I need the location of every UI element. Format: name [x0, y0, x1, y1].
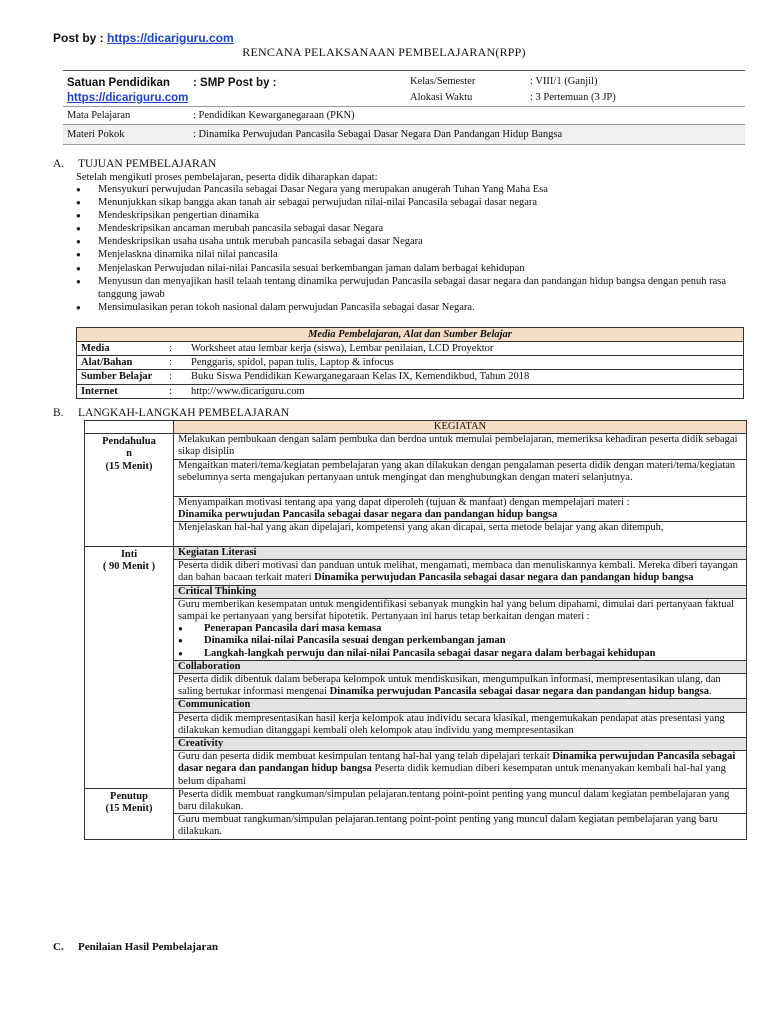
alokasi-value: : 3 Pertemuan (3 JP): [530, 92, 616, 103]
post-by-header: [53, 31, 234, 46]
step-text: Guru membuat rangkuman/simpulan pelajaran.tentang point-point penting yang muncul dalam kegiatan pembelajaran yang baru dilakukan.: [174, 814, 747, 839]
media-key: Internet: [77, 384, 166, 398]
post-by-link[interactable]: https://dicariguru.com: [107, 31, 234, 45]
table-row: [77, 384, 744, 398]
identity-row-materi: [63, 125, 745, 145]
table-row: [85, 699, 747, 712]
objective-item: ● Mendeskripsikan usaha usaha untuk merubah pancasila sebagai dasar Negara: [76, 235, 736, 248]
table-row: [85, 712, 747, 737]
phase-time: ( 90 Menit ): [102, 561, 156, 573]
objective-item: ● Menyusun dan menyajikan hasil telaah tentang dinamika perwujudan Pancasila sebagai dasar negara dan pandangan hidup bangsa dengan penuh rasa tanggung jawab: [76, 275, 736, 301]
phase-penutup: [85, 788, 174, 839]
section-b-label: B.: [53, 407, 64, 419]
subheading-literasi: Kegiatan Literasi: [174, 547, 747, 560]
satuan-value: : SMP Post by :: [193, 77, 277, 89]
table-row: [85, 738, 747, 751]
section-a-label: A.: [53, 158, 65, 170]
phase-inti: [85, 547, 174, 789]
section-c-title: Penilaian Hasil Pembelajaran: [78, 941, 218, 953]
identity-row-satuan: [63, 71, 745, 107]
media-key: Alat/Bahan: [77, 356, 166, 370]
step-emphasis: Dinamika perwujudan Pancasila sebagai dasar negara dan pandangan hidup bangsa: [178, 508, 558, 520]
media-sep: :: [165, 342, 187, 356]
table-row: [85, 598, 747, 660]
satuan-link[interactable]: https://dicariguru.com: [67, 92, 189, 104]
objective-item: ● Mendeskripsikan ancaman merubah pancasila sebagai dasar Negara: [76, 222, 736, 235]
table-row: [85, 547, 747, 560]
phase-time: (15 Menit): [105, 460, 153, 472]
satuan-label: Satuan Pendidikan: [67, 77, 170, 89]
kelas-value: : VIII/1 (Ganjil): [530, 76, 598, 87]
identity-table: [63, 70, 745, 145]
table-row: [85, 459, 747, 496]
phase-label-cont: n: [126, 448, 132, 460]
section-a-heading: [53, 157, 216, 171]
step-text: Melakukan pembukaan dengan salam pembuka dan berdoa untuk memulai pembelajaran, memeriksa kehadiran peserta didik sebagai sikap disiplin: [174, 434, 747, 459]
subheading-critical: Critical Thinking: [174, 585, 747, 598]
post-by-label: Post by :: [53, 31, 108, 45]
table-row: [85, 751, 747, 789]
materi-value: : Dinamika Perwujudan Pancasila Sebagai Dasar Negara Dan Pandangan Hidup Bangsa: [193, 129, 563, 140]
step-text-line: Menyampaikan motivasi tentang apa yang dapat diperoleh (tujuan & manfaat) dengan mempelajari materi :: [178, 496, 630, 508]
step-text: Guru memberikan kesempatan untuk mengidentifikasi sebanyak mungkin hal yang belum dipahami, dimulai dari pertanyaan faktual sampai ke pertanyaan yang bersifat hipotetik. Pertanyaan ini harus tetap berkaitan dengan materi : ● Penerapan Pancasila dari masa kemasa ● Dinamika nilai-nilai Pancasila sesuai dengan perkembangan jaman ● Langkah-langkah perwuju dan nilai-nilai Pancasila sebagai dasar negara dalam berbagai kehidupan: [174, 598, 747, 660]
objective-item: ● Mensyukuri perwujudan Pancasila sebagai Dasar Negara yang merupakan anugerah Tuhan Yang Maha Esa: [76, 183, 736, 196]
media-key: Media: [77, 342, 166, 356]
table-row: [85, 660, 747, 673]
section-b-title: LANGKAH-LANGKAH PEMBELAJARAN: [78, 407, 290, 419]
table-row: [85, 814, 747, 839]
phase-label: Pendahulua: [102, 436, 156, 448]
section-b-heading: [53, 406, 289, 420]
media-key: Sumber Belajar: [77, 370, 166, 384]
media-table: [76, 327, 744, 399]
list-item: ● Penerapan Pancasila dari masa kemasa: [178, 623, 742, 635]
list-item: ● Dinamika nilai-nilai Pancasila sesuai dengan perkembangan jaman: [178, 635, 742, 647]
identity-row-mapel: [63, 107, 745, 125]
media-sep: :: [165, 356, 187, 370]
media-table-header: Media Pembelajaran, Alat dan Sumber Belajar: [77, 328, 744, 342]
document-title: RENCANA PELAKSANAAN PEMBELAJARAN(RPP): [242, 45, 526, 59]
phase-pendahuluan: [85, 434, 174, 547]
materi-label: Materi Pokok: [67, 129, 125, 140]
subheading-communication: Communication: [174, 699, 747, 712]
table-row: [77, 370, 744, 384]
phase-label: Inti: [120, 549, 138, 561]
mapel-label: Mata Pelajaran: [67, 110, 131, 121]
media-value: http://www.dicariguru.com: [187, 384, 744, 398]
objective-item: ● Menjelaskan Perwujudan nilai-nilai Pancasila sesuai berkembangan jaman dalam berbagai kehidupan: [76, 262, 736, 275]
table-row: [85, 788, 747, 813]
table-row: [85, 585, 747, 598]
table-row: [85, 674, 747, 699]
step-text: Peserta didik diberi motivasi dan panduan untuk melihat, mengamati, membaca dan menuliskannya kembali. Mereka diberi tayangan dan bahan bacaan terkait materi Dinamika perwujudan Pancasila sebagai dasar negara dan pandangan hidup bangsa: [174, 560, 747, 585]
subheading-collaboration: Collaboration: [174, 660, 747, 673]
step-text: Mengaitkan materi/tema/kegiatan pembelajaran yang akan dilakukan dengan pengalaman peserta didik dengan materi/tema/kegiatan sebelumnya serta mengajukan pertanyaan untuk mengingat dan menghubungkan dengan materi selanjutnya.: [174, 459, 747, 496]
table-row: [85, 560, 747, 585]
media-sep: :: [165, 370, 187, 384]
media-value: Penggaris, spidol, papan tulis, Laptop & infocus: [187, 356, 744, 370]
phase-label: Penutup: [110, 790, 148, 802]
objective-item: ● Menunjukkan sikap bangga akan tanah air sebagai perwujudan nilai-nilai Pancasila sebagai dasar negara: [76, 196, 736, 209]
section-c-label: C.: [53, 941, 64, 953]
media-value: Worksheet atau lembar kerja (siswa), Lembar penilaian, LCD Proyektor: [187, 342, 744, 356]
table-row: [77, 356, 744, 370]
step-text: Menjelaskan hal-hal yang akan dipelajari, kompetensi yang akan dicapai, serta metode belajar yang akan ditempuh,: [174, 522, 747, 547]
subheading-creativity: Creativity: [174, 738, 747, 751]
kegiatan-header: KEGIATAN: [174, 421, 747, 434]
step-text: Guru dan peserta didik membuat kesimpulan tentang hal-hal yang telah dipelajari terkait Dinamika perwujudan Pancasila sebagai dasar negara dan pandangan hidup bangsa Peserta didik kemudian diberi kesempatan untuk menanyakan kembali hal-hal yang belum dipahami: [174, 751, 747, 789]
media-sep: :: [165, 384, 187, 398]
objectives-list: [76, 183, 736, 314]
steps-table: [84, 420, 747, 840]
step-text: [174, 496, 747, 521]
phase-time: (15 Menit): [105, 803, 153, 815]
table-row: [85, 496, 747, 521]
list-item: ● Langkah-langkah perwuju dan nilai-nilai Pancasila sebagai dasar negara dalam berbagai kehidupan: [178, 648, 742, 660]
media-value: Buku Siswa Pendidikan Kewarganegaraan Kelas IX, Kemendikbud, Tahun 2018: [187, 370, 744, 384]
mapel-value: : Pendidikan Kewarganegaraan (PKN): [193, 110, 355, 121]
table-row: [77, 342, 744, 356]
table-row: [85, 434, 747, 459]
section-a-title: TUJUAN PEMBELAJARAN: [78, 158, 217, 170]
objective-item: ● Mensimulasikan peran tokoh nasional dalam perwujudan Pancasila sebagai dasar Negara.: [76, 301, 736, 314]
step-text: Peserta didik membuat rangkuman/simpulan pelajaran.tentang point-point penting yang muncul dalam kegiatan pembelajaran yang baru dilakukan.: [174, 788, 747, 813]
step-text: Peserta didik dibentuk dalam beberapa kelompok untuk mendiskusikan, mengumpulkan informasi, mempresentasikan ulang, dan saling bertukar informasi mengenai Dinamika perwujudan Pancasila sebagai dasar negara dan pandangan hidup bangsa.: [174, 674, 747, 699]
table-row: [85, 522, 747, 547]
objective-item: ● Mendeskripsikan pengertian dinamika: [76, 209, 736, 222]
kelas-label: Kelas/Semester: [410, 76, 476, 87]
step-text: Peserta didik mempresentasikan hasil kerja kelompok atau individu secara klasikal, mengemukakan pendapat atas presentasi yang dilakukan kemudian ditanggapi kembali oleh kelompok atau individu yang mempresentasikan: [174, 712, 747, 737]
section-a-intro: Setelah mengikuti proses pembelajaran, peserta didik diharapkan dapat:: [76, 172, 378, 183]
alokasi-label: Alokasi Waktu: [410, 92, 473, 103]
objective-item: ● Menjelaskna dinamika nilai nilai pancasila: [76, 248, 736, 261]
section-c-heading: [53, 941, 218, 955]
